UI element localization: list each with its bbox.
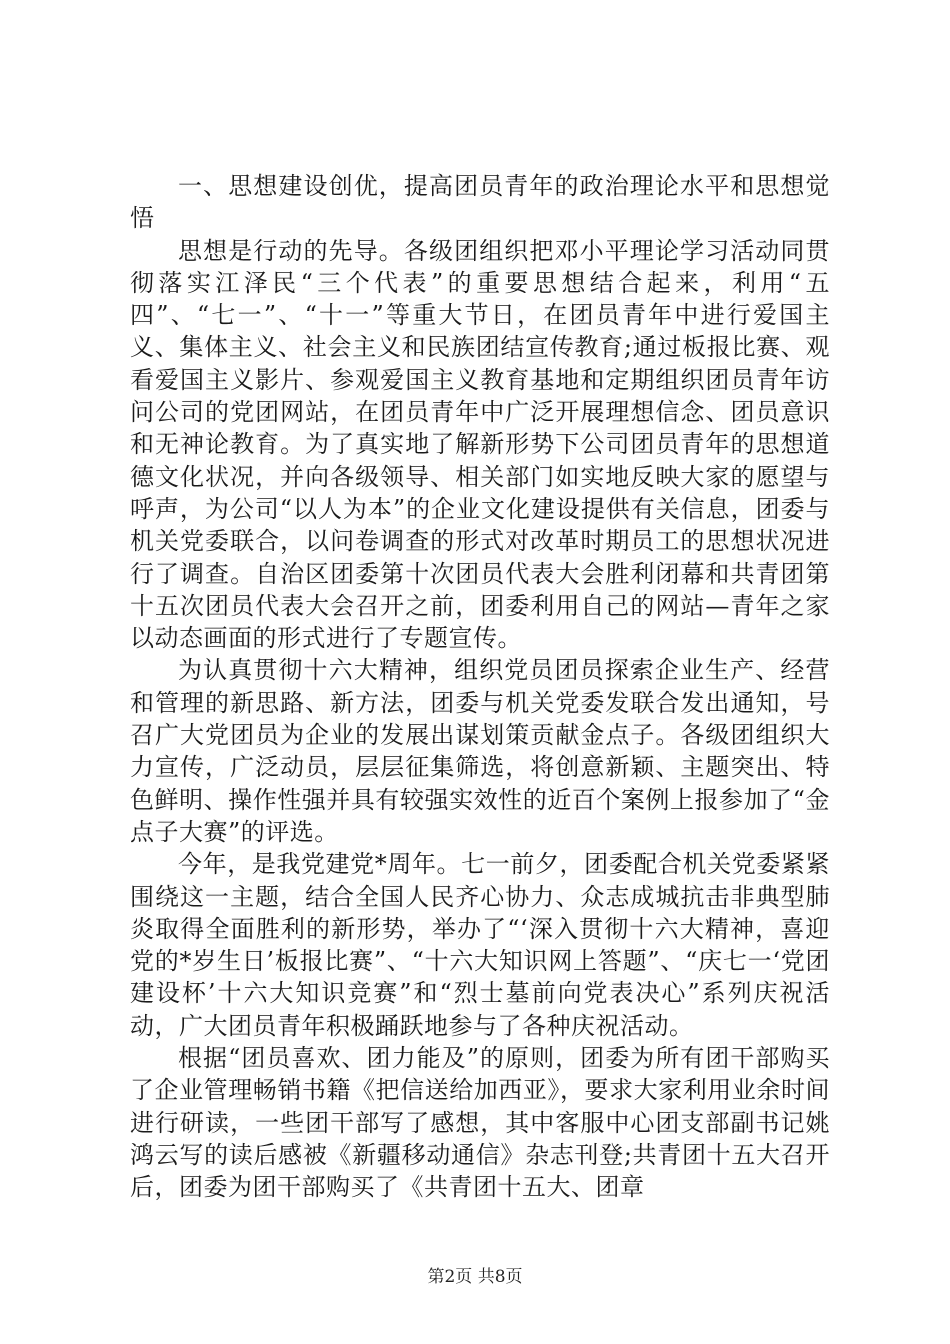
body-paragraph: 根据“团员喜欢、团力能及”的原则，团委为所有团干部购买了企业管理畅销书籍《把信送给加西亚》，要求大家利用业余时间进行研读，一些团干部写了感想，其中客服中心团支部副书记姚鸿云写的读后感被《新疆移动通信》杂志刊登;共青团十五大召开后，团委为团干部购买了《共青团十五大、团章 xyxy=(130,1044,830,1202)
body-paragraph: 今年，是我党建党*周年。七一前夕，团委配合机关党委紧紧围绕这一主题，结合全国人民齐心协力、众志成城抗击非典型肺炎取得全面胜利的新形势，举办了“‘深入贯彻十六大精神，喜迎党的*岁生日’板报比赛”、“十六大知识网上答题”、“庆七一‘党团建设杯’十六大知识竞赛”和“烈士墓前向党表决心”系列庆祝活动，广大团员青年积极踊跃地参与了各种庆祝活动。 xyxy=(130,850,830,1040)
section-heading: 一、思想建设创优，提高团员青年的政治理论水平和思想觉悟 xyxy=(130,172,830,233)
page-number-footer: 第2页 共8页 xyxy=(427,1267,523,1287)
document-body xyxy=(130,170,830,1204)
body-paragraph: 思想是行动的先导。各级团组织把邓小平理论学习活动同贯彻落实江泽民“三个代表”的重要思想结合起来，利用“五四”、“七一”、“十一”等重大节日，在团员青年中进行爱国主义、集体主义、社会主义和民族团结宣传教育;通过板报比赛、观看爱国主义影片、参观爱国主义教育基地和定期组织团员青年访问公司的党团网站，在团员青年中广泛开展理想信念、团员意识和无神论教育。为了真实地了解新形势下公司团员青年的思想道德文化状况，并向各级领导、相关部门如实地反映大家的愿望与呼声，为公司“以人为本”的企业文化建设提供有关信息，团委与机关党委联合，以问卷调查的形式对改革时期员工的思想状况进行了调查。自治区团委第十次团员代表大会胜利闭幕和共青团第十五次团员代表大会召开之前，团委利用自己的网站—青年之家以动态画面的形式进行了专题宣传。 xyxy=(130,236,830,653)
body-paragraph: 为认真贯彻十六大精神，组织党员团员探索企业生产、经营和管理的新思路、新方法，团委与机关党委发联合发出通知，号召广大党团员为企业的发展出谋划策贡献金点子。各级团组织大力宣传，广泛动员，层层征集筛选，将创意新颖、主题突出、特色鲜明、操作性强并具有较强实效性的近百个案例上报参加了“金点子大赛”的评选。 xyxy=(130,656,830,846)
